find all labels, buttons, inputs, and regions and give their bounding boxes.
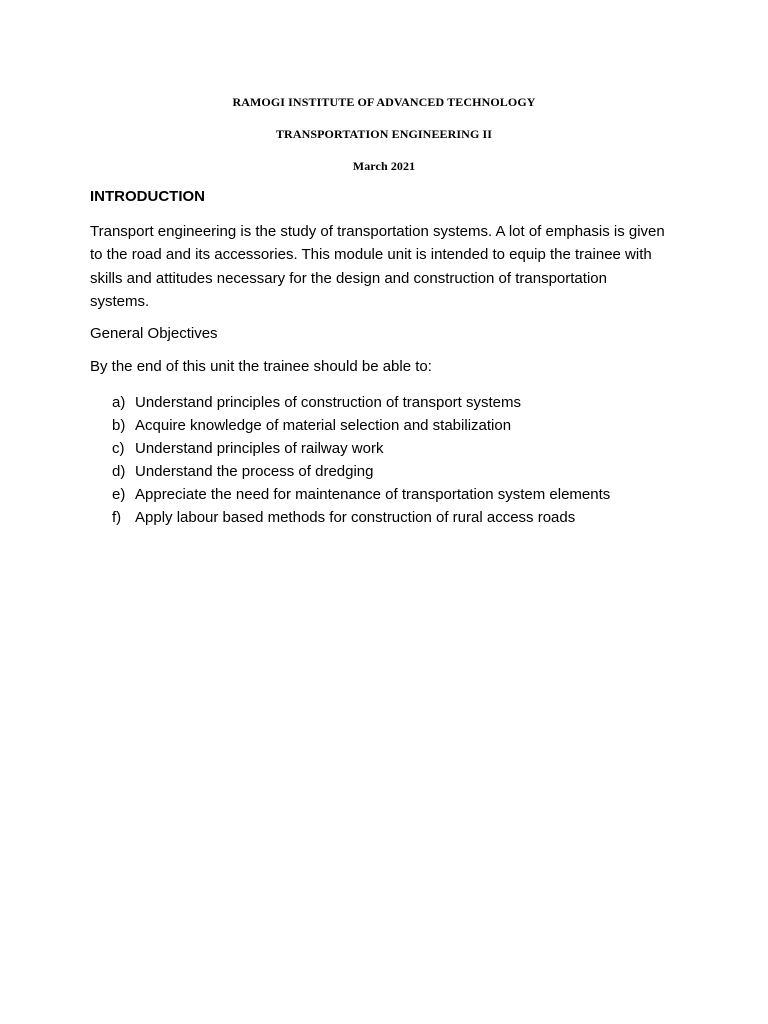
institution-name: RAMOGI INSTITUTE OF ADVANCED TECHNOLOGY: [232, 95, 536, 109]
list-marker: c): [112, 440, 125, 457]
list-marker: d): [112, 463, 126, 480]
introduction-heading: INTRODUCTION: [90, 188, 205, 205]
list-item-text: Understand principles of construction of transport systems: [135, 394, 522, 411]
list-item: [112, 414, 712, 437]
objectives-list: [112, 391, 712, 529]
course-title: TRANSPORTATION ENGINEERING II: [275, 127, 493, 141]
general-objectives-title: General Objectives: [90, 325, 218, 342]
list-item-text: Understand principles of railway work: [135, 440, 384, 457]
list-item: [112, 460, 712, 483]
list-item: [112, 483, 712, 506]
document-date: March 2021: [352, 159, 416, 173]
list-marker: a): [112, 394, 126, 411]
list-item: [112, 437, 712, 460]
introduction-paragraph: Transport engineering is the study of transportation systems. A lot of emphasis is given to the road and its accessories. This module unit is intended to equip the trainee with skills and attitudes necessary for the design and construction of transportation systems.: [90, 223, 665, 310]
list-item-text: Understand the process of dredging: [135, 463, 374, 480]
list-item-text: Acquire knowledge of material selection and stabilization: [135, 417, 512, 434]
list-item: [112, 506, 712, 529]
list-marker: f): [112, 509, 122, 526]
list-item-text: Apply labour based methods for construction of rural access roads: [135, 509, 576, 526]
list-marker: e): [112, 486, 126, 503]
list-item-text: Appreciate the need for maintenance of transportation system elements: [135, 486, 611, 503]
objectives-lead: By the end of this unit the trainee should be able to:: [90, 358, 432, 375]
list-marker: b): [112, 417, 126, 434]
list-item: [112, 391, 712, 414]
